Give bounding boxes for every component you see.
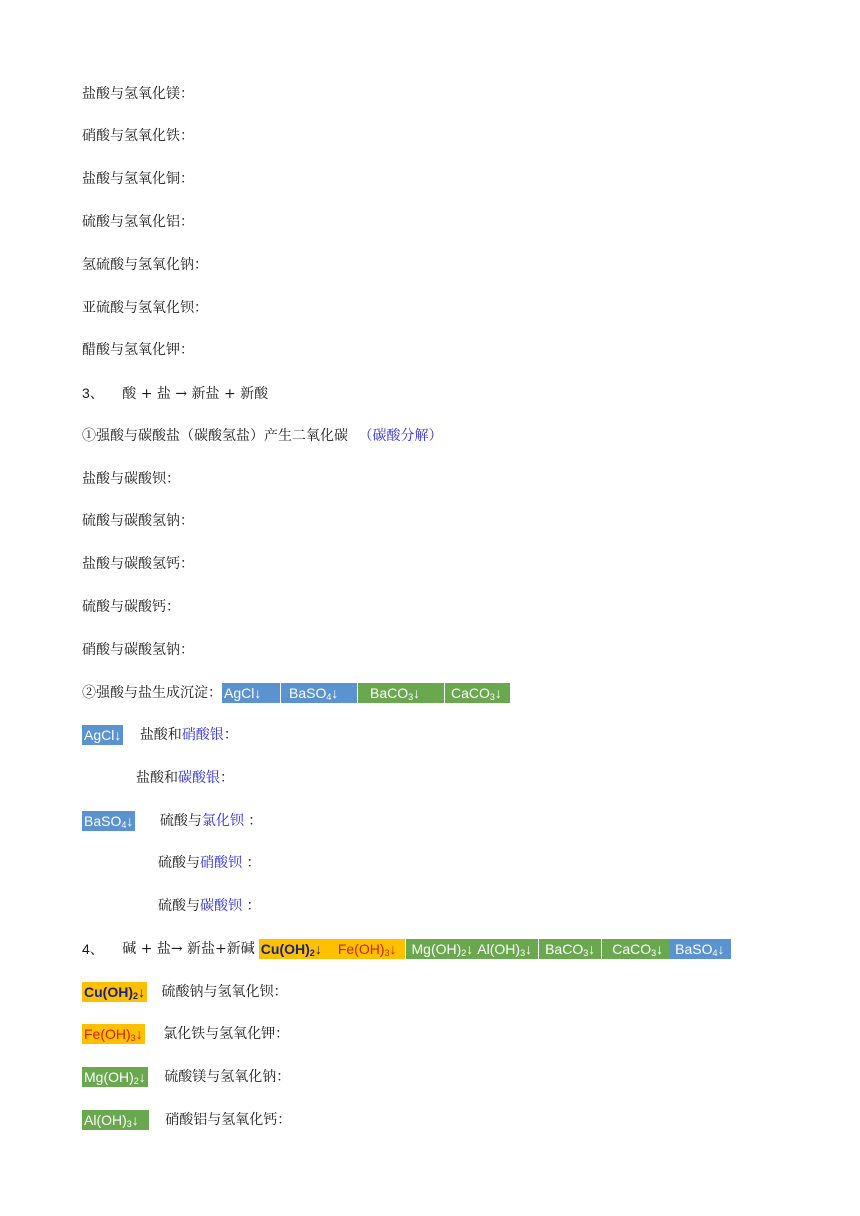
base-reaction-4: $Al(OH)_3↓$ 硝酸铝与氢氧化钙：	[84, 1112, 292, 1129]
section-3-number: 3、	[82, 385, 104, 401]
baso4-tag: BaSO$_4$↓	[84, 813, 134, 830]
reagent-barium-nitrate: 硝酸钡	[200, 855, 242, 871]
subsection-2-label: ②强酸与盐生成沉淀：	[82, 685, 222, 701]
precipitate-tag-caco3: CaCO$_3$↓	[444, 683, 510, 703]
base-reaction-3: $Mg(OH)_2↓$ 硫酸镁与氢氧化钠：	[84, 1069, 291, 1086]
baso4-reaction-1: BaSO$_4$↓ 硫酸与氯化钡 ：	[84, 813, 263, 830]
text-line-3: 盐酸与氢氧化铜：	[82, 171, 194, 187]
carbonate-line-1: 盐酸与碳酸钡：	[82, 471, 180, 487]
base-tag-caco3: CaCO$_3$↓	[601, 939, 669, 959]
base-reaction-1: $Cu(OH)_2↓$ 硫酸钠与氢氧化钡：	[84, 984, 288, 1001]
agcl-reaction-2: 盐酸和碳酸银：	[136, 770, 234, 786]
base-tag-row	[259, 939, 731, 959]
carbonate-line-4: 硫酸与碳酸钙：	[82, 599, 180, 615]
precipitate-tag-agcl: AgCl↓	[222, 683, 280, 703]
text-line-4: 硫酸与氢氧化铝：	[82, 214, 194, 230]
text-line-6: 亚硫酸与氢氧化钡：	[82, 300, 208, 316]
carbonate-line-5: 硝酸与碳酸氢钠：	[82, 642, 194, 658]
subsection-1-note: （碳酸分解）	[358, 428, 443, 444]
base-tag-mgoh2: $Mg(OH)_2↓$	[405, 939, 476, 959]
base-tag-aloh3: $Al(OH)_3↓$	[475, 939, 538, 959]
reagent-barium-chloride: 氯化钡	[201, 813, 244, 829]
reagent-silver-nitrate: 硝酸银	[181, 727, 224, 743]
text-line-2: 硝酸与氢氧化铁：	[82, 128, 194, 144]
section-3-formula: 酸 + 盐 → 新盐 + 新酸	[122, 386, 269, 402]
agcl-tag: AgCl↓	[84, 727, 122, 743]
base-reaction-2: $Fe(OH)_3↓$ 氯化铁与氢氧化钾：	[84, 1026, 290, 1043]
carbonate-line-2: 硫酸与碳酸氢钠：	[82, 513, 194, 529]
reaction-tag-aloh3: $Al(OH)_3↓$	[82, 1110, 149, 1130]
subsection-1-heading	[82, 425, 442, 447]
reagent-barium-carbonate: 碳酸钡	[200, 898, 242, 914]
carbonate-line-3: 盐酸与碳酸氢钙：	[82, 556, 194, 572]
text-line-1: 盐酸与氢氧化镁：	[82, 86, 194, 102]
section-4-formula: 碱 + 盐→ 新盐+新碱	[122, 941, 255, 957]
text-line-5: 氢硫酸与氢氧化钠：	[82, 257, 208, 273]
base-tag-baso4: BaSO$_4$↓	[669, 939, 730, 959]
text-line-7: 醋酸与氢氧化钾：	[82, 342, 194, 358]
agcl-reaction-1: AgCl↓ 盐酸和硝酸银：	[84, 727, 238, 743]
precipitate-tag-baco3: BaCO$_3$↓	[357, 683, 444, 703]
section-4-number: 4、	[82, 941, 104, 957]
subsection-2-heading	[82, 682, 510, 704]
reaction-tag-mgoh2: $Mg(OH)_2↓$	[84, 1069, 146, 1086]
base-tag-feoh3: $Fe(OH)_3↓$	[324, 939, 405, 959]
precipitate-tag-baso4: BaSO$_4$↓	[280, 683, 357, 703]
baso4-reaction-3: 硫酸与碳酸钡 ：	[158, 898, 261, 914]
base-tag-cuoh2: $Cu(OH)_2↓$	[260, 941, 322, 958]
precipitate-tag-row	[222, 683, 510, 703]
subsection-1-label: ①强酸与碳酸盐（碳酸氢盐）产生二氧化碳	[82, 428, 348, 444]
section-4-heading	[82, 938, 731, 960]
section-3-heading	[82, 382, 268, 404]
reaction-tag-feoh3: $Fe(OH)_3↓$	[84, 1026, 143, 1043]
reaction-tag-cuoh2: $Cu(OH)_2↓$	[84, 984, 146, 1001]
reagent-silver-carbonate: 碳酸银	[178, 770, 220, 786]
base-tag-baco3: BaCO$_3$↓	[538, 939, 601, 959]
baso4-reaction-2: 硫酸与硝酸钡 ：	[158, 855, 261, 871]
